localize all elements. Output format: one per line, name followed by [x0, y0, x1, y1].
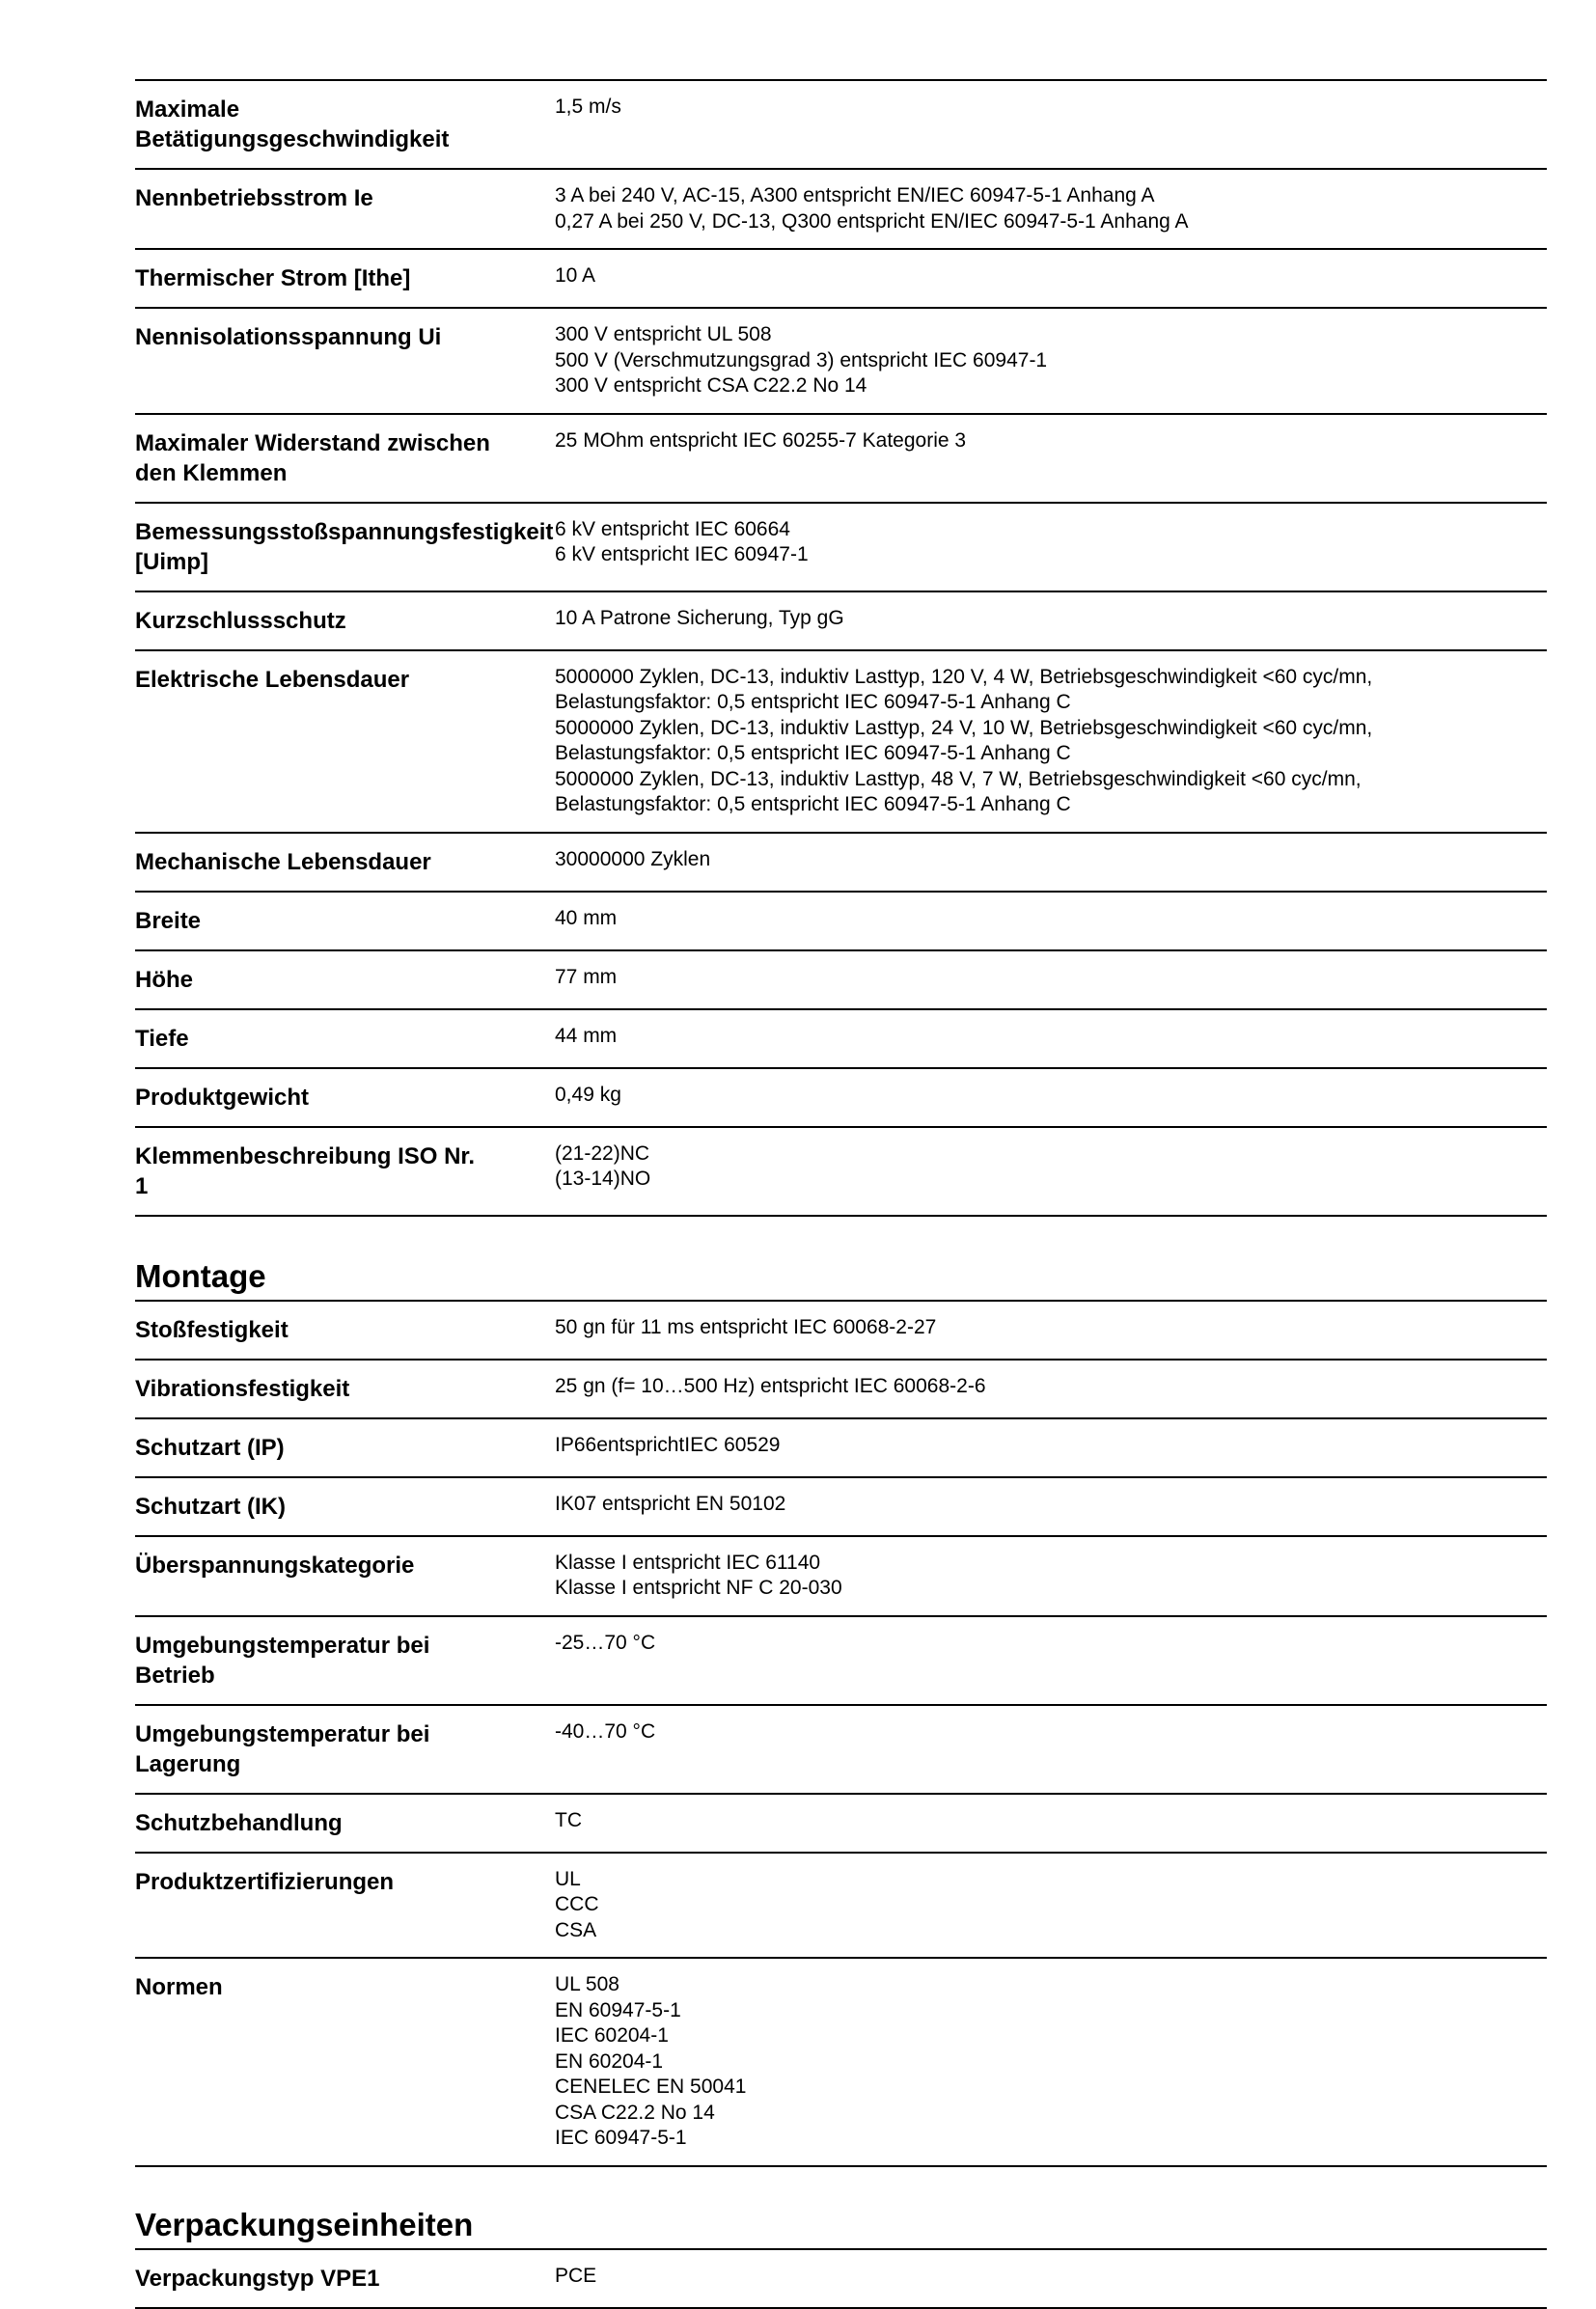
spec-value-line: 40 mm: [555, 906, 618, 929]
spec-value-line: 5000000 Zyklen, DC-13, induktiv Lasttyp, 120 V, 4 W, Betriebsgeschwindigkeit <60 cyc/mn,: [555, 665, 1373, 688]
spec-value-line: Belastungsfaktor: 0,5 entspricht IEC 60947-5-1 Anhang C: [555, 742, 1071, 764]
spec-label: Elektrische Lebensdauer: [135, 666, 410, 693]
spec-values: [555, 965, 1547, 995]
spec-row: [135, 592, 1547, 651]
spec-row: [135, 2250, 1547, 2309]
spec-value-line: 6 kV entspricht IEC 60664: [555, 517, 790, 540]
spec-row: [135, 1010, 1547, 1069]
spec-value-line: -25…70 °C: [555, 1631, 656, 1654]
spec-value-line: IEC 60947-5-1: [555, 2127, 687, 2149]
spec-value-line: 5000000 Zyklen, DC-13, induktiv Lasttyp, 48 V, 7 W, Betriebsgeschwindigkeit <60 cyc/mn,: [555, 767, 1362, 790]
spec-label: Schutzart (IK): [135, 1493, 286, 1520]
spec-value-line: 300 V entspricht UL 508: [555, 323, 772, 345]
spec-values: [555, 606, 1547, 636]
spec-value-line: 25 gn (f= 10…500 Hz) entspricht IEC 60068-2-6: [555, 1374, 986, 1397]
spec-table: [135, 1302, 1547, 2167]
spec-row: [135, 893, 1547, 951]
spec-values: [555, 1492, 1547, 1522]
spec-row: [135, 504, 1547, 592]
spec-value-line: -40…70 °C: [555, 1719, 656, 1743]
spec-values: [555, 2264, 1547, 2294]
section-montage: [135, 1257, 1547, 2167]
spec-label: Klemmenbeschreibung ISO Nr. 1: [135, 1142, 476, 1199]
spec-values: [555, 1808, 1547, 1838]
spec-value-line: CSA: [555, 1918, 597, 1941]
section-heading-wrap: [135, 1257, 1547, 1302]
spec-row: [135, 651, 1547, 834]
spec-value-line: Klasse I entspricht NF C 20-030: [555, 1577, 842, 1599]
spec-value-line: UL: [555, 1867, 581, 1890]
spec-row: [135, 1361, 1547, 1419]
spec-values: [555, 1719, 1547, 1779]
spec-row: [135, 834, 1547, 893]
spec-label: Bemessungsstoßspannungsfestigkeit [Uimp]: [135, 518, 554, 575]
spec-value-line: 3 A bei 240 V, AC-15, A300 entspricht EN/IEC 60947-5-1 Anhang A: [555, 184, 1155, 206]
spec-value-line: 77 mm: [555, 965, 618, 988]
spec-table: [135, 2250, 1547, 2309]
spec-value-line: 25 MOhm entspricht IEC 60255-7 Kategorie 3: [555, 428, 967, 452]
spec-value-line: CENELEC EN 50041: [555, 2075, 747, 2098]
spec-values: [555, 847, 1547, 877]
spec-label: Schutzbehandlung: [135, 1809, 343, 1836]
spec-row: [135, 1478, 1547, 1537]
spec-row: [135, 1706, 1547, 1795]
spec-values: [555, 1433, 1547, 1463]
section-spacer: [135, 1217, 1547, 1257]
spec-row: [135, 951, 1547, 1010]
section-characteristics: [135, 79, 1547, 1217]
spec-values: [555, 183, 1547, 234]
spec-value-line: 0,49 kg: [555, 1083, 621, 1106]
spec-row: [135, 81, 1547, 170]
spec-value-line: 500 V (Verschmutzungsgrad 3) entspricht IEC 60947-1: [555, 348, 1048, 371]
spec-value-line: UL 508: [555, 1973, 619, 1995]
spec-values: [555, 1631, 1547, 1691]
spec-value-line: 1,5 m/s: [555, 96, 621, 118]
spec-values: [555, 95, 1547, 154]
spec-value-line: 6 kV entspricht IEC 60947-1: [555, 543, 809, 565]
spec-row: [135, 1069, 1547, 1128]
spec-label: Verpackungstyp VPE1: [135, 2265, 380, 2292]
spec-values: [555, 1972, 1547, 2152]
spec-row: [135, 1302, 1547, 1361]
spec-label: Tiefe: [135, 1025, 189, 1052]
spec-label: Stoßfestigkeit: [135, 1316, 289, 1343]
spec-value-line: TC: [555, 1808, 582, 1831]
spec-label: Nennisolationsspannung Ui: [135, 324, 442, 350]
spec-label: Maximale Betätigungsgeschwindigkeit: [135, 96, 450, 152]
spec-value-line: 10 A Patrone Sicherung, Typ gG: [555, 606, 844, 629]
spec-values: [555, 906, 1547, 936]
spec-values: [555, 1374, 1547, 1404]
spec-value-line: 30000000 Zyklen: [555, 847, 711, 870]
spec-label: Umgebungstemperatur bei Lagerung: [135, 1720, 430, 1777]
spec-values: [555, 517, 1547, 577]
spec-row: [135, 1854, 1547, 1960]
spec-value-line: Belastungsfaktor: 0,5 entspricht IEC 60947-5-1 Anhang C: [555, 793, 1071, 815]
spec-values: [555, 1024, 1547, 1054]
spec-row: [135, 1795, 1547, 1854]
spec-label: Nennbetriebsstrom Ie: [135, 185, 373, 211]
section-spacer: [135, 2167, 1547, 2206]
spec-value-line: 10 A: [555, 264, 596, 287]
spec-row: [135, 170, 1547, 250]
spec-row: [135, 1419, 1547, 1478]
spec-value-line: Belastungsfaktor: 0,5 entspricht IEC 60947-5-1 Anhang C: [555, 691, 1071, 713]
section-packaging: [135, 2206, 1547, 2309]
spec-value-line: IP66entsprichtIEC 60529: [555, 1433, 781, 1456]
spec-row: [135, 250, 1547, 309]
spec-row: [135, 1128, 1547, 1217]
spec-label: Breite: [135, 907, 202, 934]
spec-value-line: PCE: [555, 2264, 597, 2287]
spec-label: Umgebungstemperatur bei Betrieb: [135, 1632, 430, 1689]
spec-value-line: Klasse I entspricht IEC 61140: [555, 1551, 821, 1574]
spec-values: [555, 1551, 1547, 1602]
spec-value-line: 50 gn für 11 ms entspricht IEC 60068-2-27: [555, 1315, 937, 1338]
spec-row: [135, 1617, 1547, 1706]
spec-row: [135, 1537, 1547, 1617]
spec-row: [135, 415, 1547, 504]
spec-value-line: CSA C22.2 No 14: [555, 2101, 715, 2124]
spec-value-line: EN 60204-1: [555, 2049, 664, 2073]
spec-value-line: 44 mm: [555, 1024, 618, 1047]
spec-values: [555, 322, 1547, 399]
spec-value-line: CCC: [555, 1893, 599, 1915]
spec-values: [555, 1867, 1547, 1944]
section-heading-wrap: [135, 2206, 1547, 2250]
spec-value-line: IK07 entspricht EN 50102: [555, 1492, 786, 1515]
spec-label: Maximaler Widerstand zwischen den Klemmen: [135, 429, 490, 486]
spec-label: Überspannungskategorie: [135, 1552, 415, 1579]
spec-value-line: EN 60947-5-1: [555, 1998, 681, 2021]
spec-value-line: IEC 60204-1: [555, 2024, 669, 2047]
section-heading: Verpackungseinheiten: [135, 2206, 474, 2242]
spec-table: [135, 81, 1547, 1217]
spec-label: Schutzart (IP): [135, 1434, 285, 1461]
spec-label: Kurzschlussschutz: [135, 607, 346, 634]
spec-value-line: (13-14)NO: [555, 1168, 651, 1190]
spec-label: Thermischer Strom [Ithe]: [135, 265, 411, 291]
document-page: [135, 79, 1547, 2309]
spec-label: Mechanische Lebensdauer: [135, 848, 431, 875]
spec-label: Höhe: [135, 966, 193, 993]
spec-row: [135, 1959, 1547, 2167]
section-heading: Montage: [135, 1257, 266, 1294]
spec-values: [555, 428, 1547, 488]
spec-row: [135, 309, 1547, 415]
spec-value-line: 300 V entspricht CSA C22.2 No 14: [555, 374, 867, 397]
spec-label: Normen: [135, 1974, 223, 2000]
spec-value-line: 0,27 A bei 250 V, DC-13, Q300 entspricht EN/IEC 60947-5-1 Anhang A: [555, 209, 1189, 233]
spec-values: [555, 665, 1547, 818]
spec-values: [555, 263, 1547, 293]
spec-values: [555, 1141, 1547, 1201]
spec-label: Vibrationsfestigkeit: [135, 1375, 350, 1402]
spec-value-line: (21-22)NC: [555, 1141, 650, 1165]
spec-values: [555, 1315, 1547, 1345]
spec-value-line: 5000000 Zyklen, DC-13, induktiv Lasttyp, 24 V, 10 W, Betriebsgeschwindigkeit <60 cyc/mn,: [555, 716, 1373, 739]
spec-values: [555, 1083, 1547, 1113]
spec-label: Produktzertifizierungen: [135, 1868, 395, 1895]
spec-label: Produktgewicht: [135, 1084, 310, 1111]
